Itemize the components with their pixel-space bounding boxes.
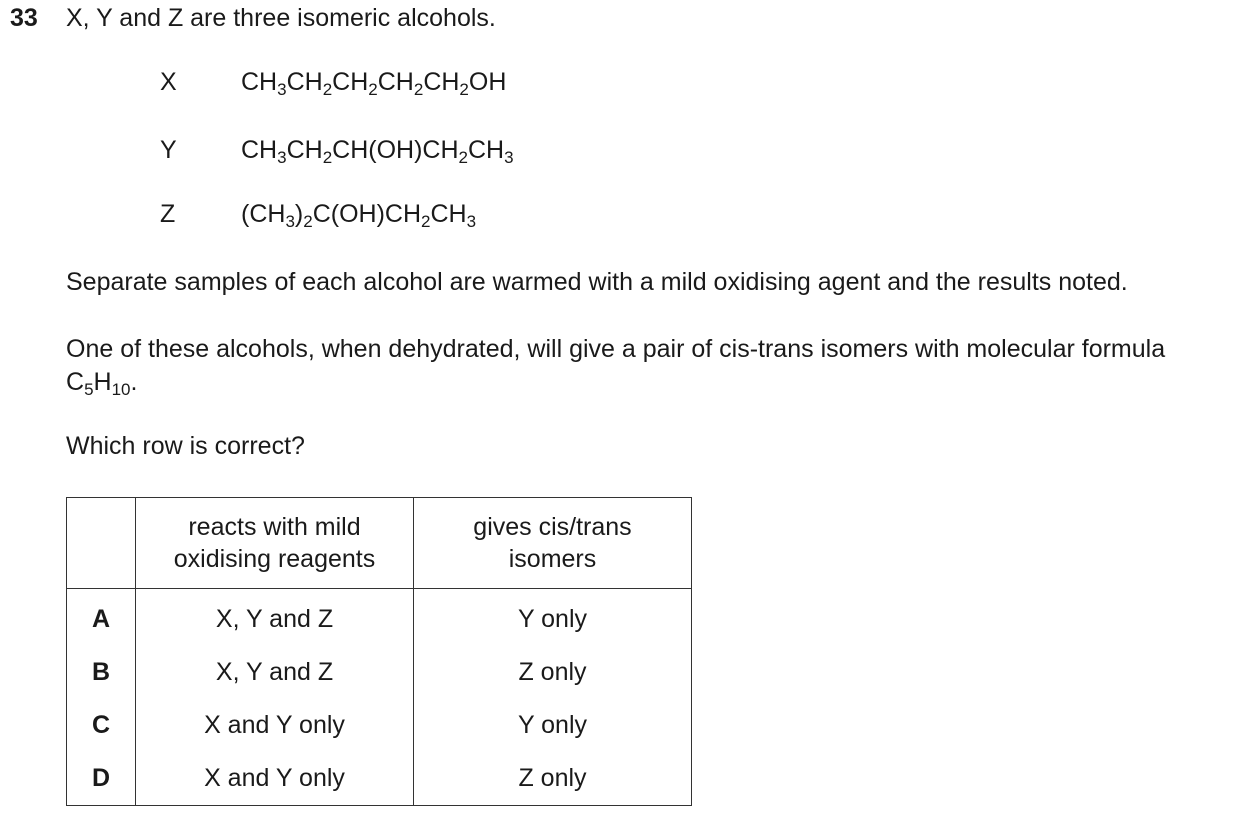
question-intro: X, Y and Z are three isomeric alcohols. — [66, 4, 496, 32]
header-cis-trans — [414, 498, 692, 589]
paragraph-dehydration-line2: $C_5H_{10}$. — [66, 368, 138, 399]
header-reacts-line1: reacts with mild — [188, 513, 361, 541]
header-cis-line1: gives cis/trans — [473, 513, 632, 541]
table-row[interactable] — [67, 752, 692, 806]
answer-table — [66, 497, 692, 806]
isomer-letter: X — [160, 68, 177, 96]
option-cis: Y only — [414, 589, 692, 647]
isomer-row-x — [0, 68, 900, 108]
option-cis: Z only — [414, 752, 692, 806]
paragraph-oxidising: Separate samples of each alcohol are warmed with a mild oxidising agent and the results noted. — [66, 268, 1128, 296]
table-row[interactable] — [67, 699, 692, 752]
isomer-formula: $CH_3CH_2CH_2CH_2CH_2OH$ — [241, 68, 507, 99]
paragraph-dehydration-line1: One of these alcohols, when dehydrated, will give a pair of cis-trans isomers with molecular formula — [66, 335, 1166, 363]
isomer-formula: $CH_3CH_2CH(OH)CH_2CH_3$ — [241, 136, 514, 167]
option-reacts: X and Y only — [136, 699, 414, 752]
option-letter: B — [67, 646, 136, 699]
header-reacts — [136, 498, 414, 589]
option-cis: Y only — [414, 699, 692, 752]
option-cis: Z only — [414, 646, 692, 699]
isomer-letter: Y — [160, 136, 177, 164]
isomer-row-z — [0, 200, 900, 240]
option-reacts: X, Y and Z — [136, 589, 414, 647]
table-row[interactable] — [67, 589, 692, 647]
option-letter: A — [67, 589, 136, 647]
question-number: 33 — [10, 4, 38, 32]
option-reacts: X, Y and Z — [136, 646, 414, 699]
header-letter — [67, 498, 136, 589]
header-reacts-line2: oxidising reagents — [173, 545, 376, 573]
header-cis-line2: isomers — [508, 545, 597, 573]
option-reacts: X and Y only — [136, 752, 414, 806]
table-row[interactable] — [67, 646, 692, 699]
isomer-letter: Z — [160, 200, 176, 228]
isomer-formula: $(CH_3)_2C(OH)CH_2CH_3$ — [241, 200, 477, 231]
isomer-row-y — [0, 136, 900, 176]
table-header-row — [67, 498, 692, 589]
paragraph-question: Which row is correct? — [66, 432, 305, 460]
option-letter: D — [67, 752, 136, 806]
option-letter: C — [67, 699, 136, 752]
